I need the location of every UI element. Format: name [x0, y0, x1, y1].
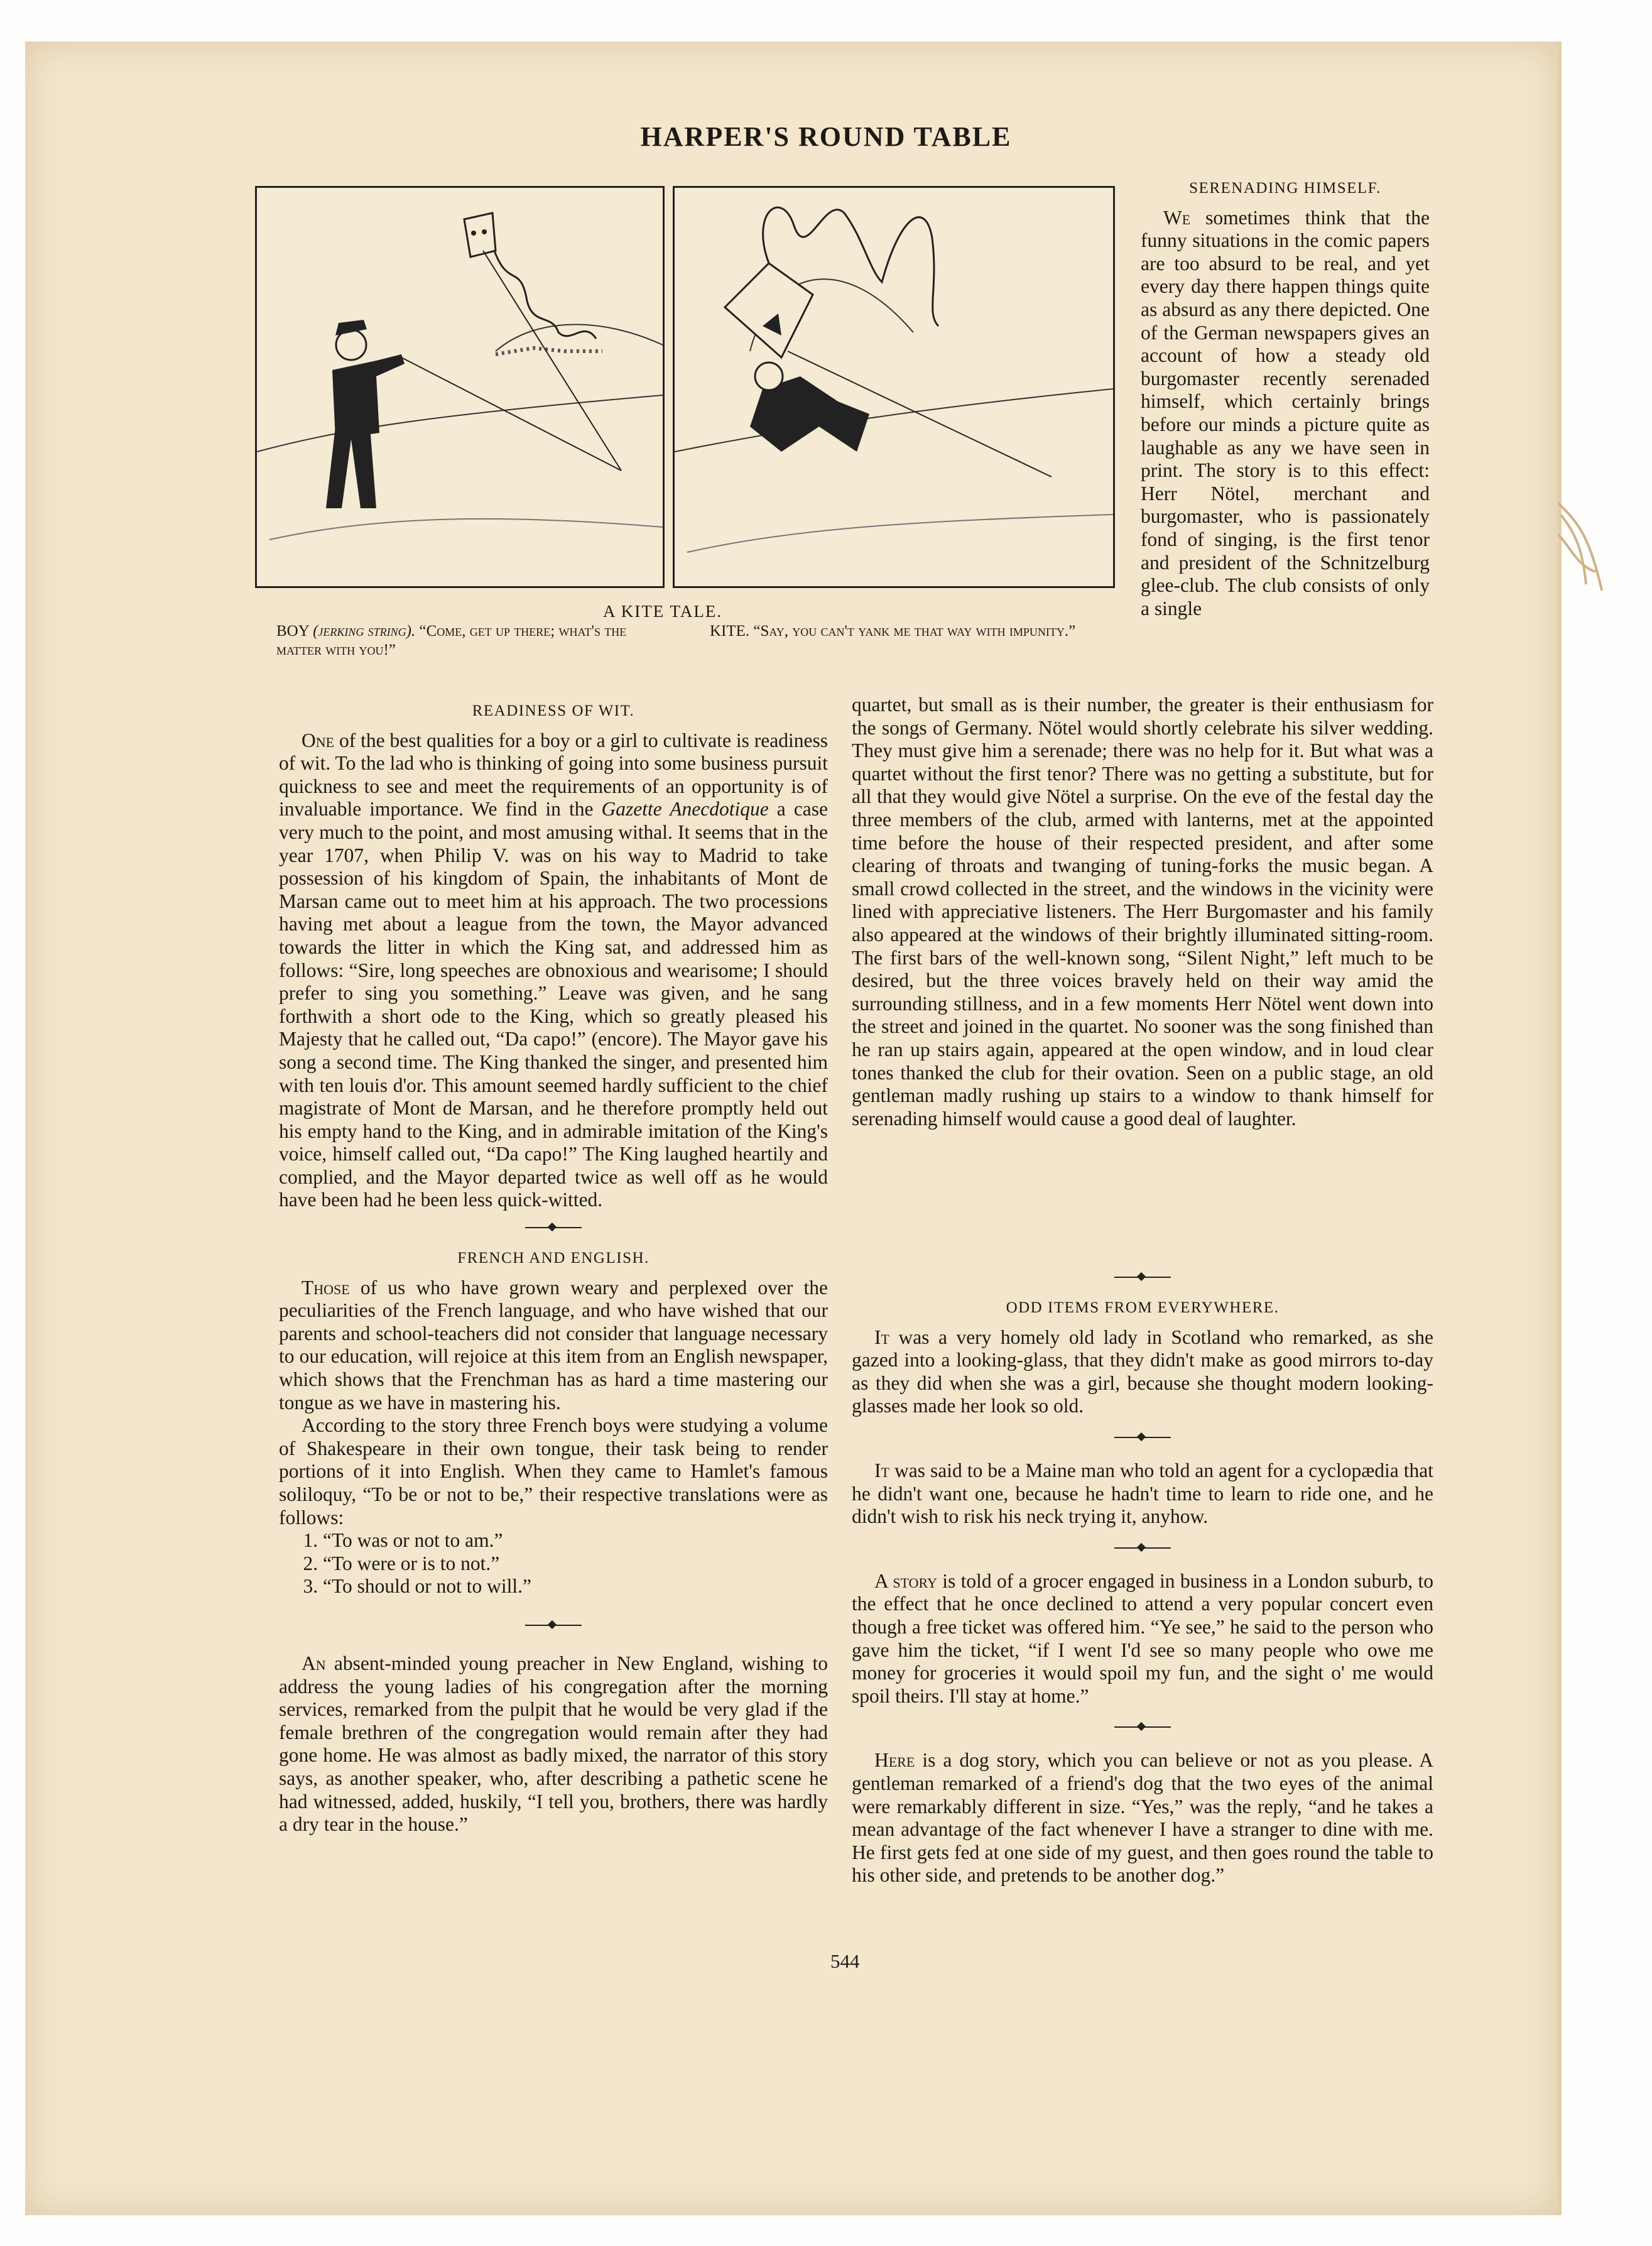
illustration-kite-lifting-boy — [673, 186, 1115, 588]
body-text: of us who have grown weary and perplexed over the peculiarities of the French language, and who have wished that our parents and school-teachers did not consider that language necessary to our education, will rejoice at this item from an English newspaper, which shows that the Frenchman has as hard a time mastering our tongue as we have in mastering his. — [279, 1276, 828, 1414]
translation-item: 3. “To should or not to will.” — [323, 1575, 828, 1598]
section-divider — [279, 1617, 828, 1633]
caption-boy — [276, 622, 653, 660]
caption-kite — [710, 622, 1106, 641]
illustration-boy-flying-kite — [255, 186, 665, 588]
lead-word: An — [302, 1652, 326, 1674]
section-divider — [852, 1269, 1433, 1285]
caption-boy-action: (jerking string). — [313, 623, 416, 640]
translation-item: 2. “To were or is to not.” — [323, 1552, 828, 1576]
odd-item — [852, 1459, 1433, 1529]
body-text: is told of a grocer engaged in business in a London suburb, to the effect that he once declined to attend a very popular concert even though a free ticket was offered him. “Ye see,” he said to the person who gave him the ticket, “if I went I'd see so many people who owe me money for groceries it would spoil my fun, and the sight o' me would spoil theirs. I'll stay at home.” — [852, 1569, 1434, 1707]
caption-kite-speaker: KITE. — [710, 623, 750, 640]
caption-boy-text: “Come, get up there; what's the matter with you!” — [276, 623, 627, 658]
section-divider — [852, 1540, 1433, 1556]
caption-kite-text: “Say, you can't yank me that way with impunity.” — [753, 623, 1076, 640]
publication-title: Gazette Anecdotique — [601, 798, 769, 820]
lead-word: Those — [302, 1276, 350, 1299]
article-preacher-body — [279, 1652, 828, 1836]
article-heading-readiness: READINESS OF WIT. — [472, 702, 635, 719]
lead-word: It — [874, 1459, 889, 1481]
body-text: is a dog story, which you can believe or not as you please. A gentleman remarked of a friend's dog that the two eyes of the animal were remarkably different in size. “Yes,” was the reply, “and he takes a mean advantage of the fact whenever I have a stranger to dine with me. He first gets fed at one side of my guest, and then goes round the table to his other side, and pretends to be another dog.” — [852, 1749, 1433, 1887]
left-column — [279, 700, 828, 1836]
lead-word: We — [1163, 206, 1191, 229]
article-serenading-himself — [1141, 177, 1430, 620]
body-text: was a very homely old lady in Scotland who remarked, as she gazed into a looking-glass, that they didn't make as good mirrors to-day as they did when she was a girl, because she thought modern looking-glasses made her look so old. — [852, 1326, 1433, 1417]
body-text: absent-minded young preacher in New England, wishing to address the young ladies of his congregation after the morning services, remarked from the pulpit that he would be very glad if the female brethren of the congregation would remain after they had gone home. He was almost as badly mixed, the narrator of this story says, as another speaker, who, after describing a pathetic scene he had witnessed, added, huskily, “I tell you, brothers, there was hardly a dry tear in the house.” — [279, 1652, 829, 1836]
torn-edge-fibers — [1558, 496, 1614, 597]
lead-word: Here — [874, 1749, 915, 1772]
section-divider — [279, 1219, 828, 1236]
article-odd-items — [852, 1269, 1433, 1887]
article-body: quartet, but small as is their number, the greater is their enthusiasm for the songs of Germany. Nötel would shortly celebrate his silver wedding. They must give him a serenade; there was no help for it. But what was a quartet without the first tenor? There was no getting a substitute, but for all that they would give Nötel a surprise. On the eve of the festal day the three members of the club, armed with lanterns, met at the appointed time before the house of their respected president, and after some clearing of throats and twanging of tuning-forks the music began. A small crowd collected in the street, and the windows in the vicinity were lined with appreciative listeners. The Herr Burgomaster and his family also appeared at the windows of their brightly illuminated sitting-room. The first bars of the well-known song, “Silent Night,” left much to be desired, but the three voices bravely held on their way amid the surrounding stillness, and in a few moments Herr Nötel went down into the street and joined in the quartet. No sooner was the song finished than he ran up stairs again, appeared at the open window, and in loud clear tones thanked the club for their ovation. Seen on a public stage, an old gentleman madly rushing up stairs to a window to thank himself for serenading himself would cause a good deal of laughter. — [852, 694, 1433, 1130]
body-text: was said to be a Maine man who told an agent for a cyclopædia that he didn't want one, because he hadn't time to learn to ride one, and he didn't wish to risk his neck trying it, anyhow. — [852, 1459, 1434, 1528]
caption-boy-speaker: BOY — [276, 623, 309, 640]
article-body: sometimes think that the funny situations in the comic papers are too absurd to be real, and yet every day there happen things quite as absurd as any there depicted. One of the German newspapers gives an account of how a steady old burgomaster recently serenaded himself, which certainly brings before our minds a picture quite as laughable as any we have seen in print. The story is to this effect: Herr Nötel, merchant and burgomaster, who is passionately fond of singing, is the first tenor and president of the Schnitzelburg glee-club. The club consists of only a single — [1141, 206, 1430, 619]
lead-word: It — [874, 1326, 889, 1348]
page-number: 544 — [830, 1950, 860, 1972]
translation-item: 1. “To was or not to am.” — [323, 1529, 828, 1552]
article-french-body — [279, 1277, 828, 1415]
article-heading-french: FRENCH AND ENGLISH. — [457, 1250, 649, 1267]
lead-word: One — [302, 729, 335, 751]
odd-item — [852, 1570, 1433, 1708]
odd-item — [852, 1326, 1433, 1418]
page-header-title: HARPER'S ROUND TABLE — [640, 121, 1012, 152]
translations-list — [279, 1529, 828, 1598]
article-serenading-continued — [852, 694, 1433, 1130]
boy-kite-drawing — [257, 188, 663, 586]
odd-item — [852, 1749, 1433, 1887]
article-heading: SERENADING HIMSELF. — [1189, 180, 1381, 197]
body-text: a case very much to the point, and most amusing withal. It seems that in the year 1707, when Philip V. was on his way to Madrid to take possession of his kingdom of Spain, the inhabitants of Mont de Marsan came out to meet him at his approach. The two processions having met about a league from the town, the Mayor advanced towards the litter in which the King sat, and addressed him as follows: “Sire, long speeches are obnoxious and wearisome; I should prefer to sing you something.” Leave was given, and he sang forthwith a short ode to the King, which so greatly pleased his Majesty that he called out, “Da capo!” (encore). The Mayor gave his song a second time. The King thanked the singer, and presented him with ten louis d'or. This amount seemed hardly sufficient to the chief magistrate of Mont de Marsan, and he therefore promptly held out his empty hand to the King, and in admirable imitation of the King's voice, himself called out, “Da capo!” The King laughed heartily and complied, and the Mayor departed twice as well off as he would have been had he been less quick-witted. — [279, 798, 829, 1211]
body-text: of the best qualities for a boy or a girl to cultivate is readiness of wit. To the lad who is thinking of going into some business pursuit quickness to see and meet the requirements of an opportunity is of invaluable importance. We find in the — [279, 729, 829, 820]
lead-word: A story — [874, 1569, 937, 1592]
section-divider — [852, 1719, 1433, 1735]
article-heading-odd-items: ODD ITEMS FROM EVERYWHERE. — [1006, 1299, 1280, 1316]
article-readiness-body — [279, 729, 828, 1212]
article-french-body-2: According to the story three French boys were studying a volume of Shakespeare in their own tongue, their task being to render portions of it into English. When they came to Hamlet's famous soliloquy, “To be or not to be,” their respective translations were as follows: — [279, 1414, 828, 1529]
section-divider — [852, 1429, 1433, 1446]
illustration-title: A KITE TALE. — [603, 602, 723, 621]
kite-lifting-boy-drawing — [675, 188, 1113, 586]
